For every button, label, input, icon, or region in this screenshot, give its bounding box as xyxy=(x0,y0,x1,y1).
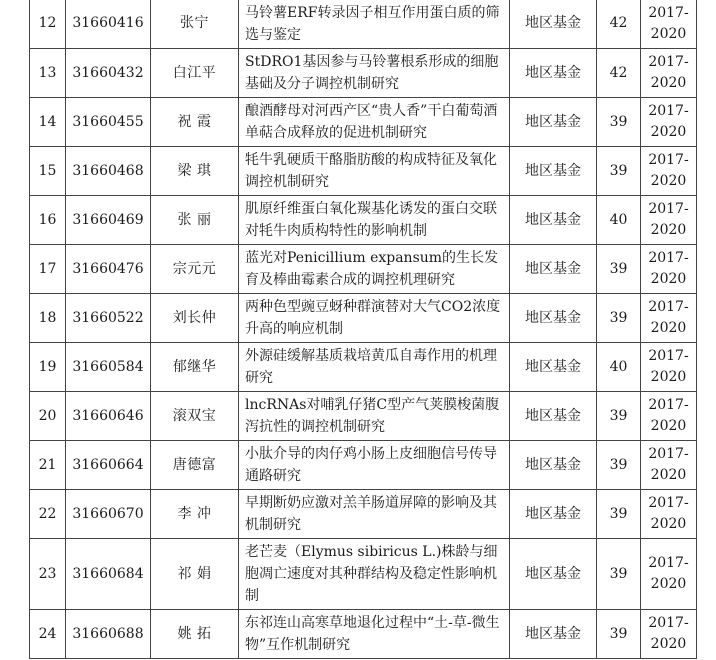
project-code: 31660476 xyxy=(66,245,151,294)
project-title: 蓝光对Penicillium expansum的生长发育及棒曲霉素合成的调控机理研究 xyxy=(239,245,510,294)
funding-amount: 40 xyxy=(597,196,641,245)
project-title: 东祁连山高寒草地退化过程中“土-草-微生物”互作机制研究 xyxy=(239,610,510,659)
table-row xyxy=(30,147,697,196)
project-title: StDRO1基因参与马铃薯根系形成的细胞基础及分子调控机制研究 xyxy=(239,49,510,98)
grant-table-body xyxy=(30,0,697,659)
row-number: 13 xyxy=(30,49,66,98)
project-period: 2017-2020 xyxy=(641,49,697,98)
project-code: 31660468 xyxy=(66,147,151,196)
project-code: 31660688 xyxy=(66,610,151,659)
project-period: 2017-2020 xyxy=(641,610,697,659)
table-row xyxy=(30,441,697,490)
funding-type: 地区基金 xyxy=(510,98,597,147)
project-title: 酿酒酵母对河西产区“贵人香”干白葡萄酒单萜合成释放的促进机制研究 xyxy=(239,98,510,147)
funding-amount: 39 xyxy=(597,539,641,610)
project-code: 31660664 xyxy=(66,441,151,490)
table-row xyxy=(30,49,697,98)
table-row xyxy=(30,539,697,610)
funding-amount: 39 xyxy=(597,294,641,343)
project-period: 2017-2020 xyxy=(641,147,697,196)
row-number: 17 xyxy=(30,245,66,294)
principal-investigator: 宗元元 xyxy=(151,245,239,294)
row-number: 21 xyxy=(30,441,66,490)
project-period: 2017-2020 xyxy=(641,392,697,441)
project-title: 马铃薯ERF转录因子相互作用蛋白质的筛选与鉴定 xyxy=(239,0,510,49)
project-title: 早期断奶应激对羔羊肠道屏障的影响及其机制研究 xyxy=(239,490,510,539)
project-title: 小肽介导的肉仔鸡小肠上皮细胞信号传导通路研究 xyxy=(239,441,510,490)
funding-amount: 42 xyxy=(597,0,641,49)
funding-type: 地区基金 xyxy=(510,147,597,196)
table-row xyxy=(30,245,697,294)
funding-type: 地区基金 xyxy=(510,490,597,539)
principal-investigator: 白江平 xyxy=(151,49,239,98)
funding-amount: 39 xyxy=(597,245,641,294)
project-title: lncRNAs对哺乳仔猪C型产气荚膜梭菌腹泻抗性的调控机制研究 xyxy=(239,392,510,441)
project-code: 31660584 xyxy=(66,343,151,392)
row-number: 14 xyxy=(30,98,66,147)
funding-amount: 39 xyxy=(597,610,641,659)
table-row xyxy=(30,98,697,147)
funding-type: 地区基金 xyxy=(510,441,597,490)
project-period: 2017-2020 xyxy=(641,441,697,490)
project-title: 牦牛乳硬质干酪脂肪酸的构成特征及氧化调控机制研究 xyxy=(239,147,510,196)
funding-type: 地区基金 xyxy=(510,610,597,659)
principal-investigator: 唐德富 xyxy=(151,441,239,490)
principal-investigator: 刘长仲 xyxy=(151,294,239,343)
funding-amount: 39 xyxy=(597,392,641,441)
project-title: 外源硅缓解基质栽培黄瓜自毒作用的机理研究 xyxy=(239,343,510,392)
principal-investigator: 滚双宝 xyxy=(151,392,239,441)
row-number: 19 xyxy=(30,343,66,392)
row-number: 16 xyxy=(30,196,66,245)
project-code: 31660432 xyxy=(66,49,151,98)
project-code: 31660455 xyxy=(66,98,151,147)
table-row xyxy=(30,196,697,245)
funding-amount: 40 xyxy=(597,343,641,392)
grant-table xyxy=(29,0,697,659)
row-number: 24 xyxy=(30,610,66,659)
funding-type: 地区基金 xyxy=(510,539,597,610)
project-period: 2017-2020 xyxy=(641,343,697,392)
table-row xyxy=(30,343,697,392)
funding-amount: 39 xyxy=(597,490,641,539)
project-code: 31660646 xyxy=(66,392,151,441)
table-row xyxy=(30,294,697,343)
principal-investigator: 姚 拓 xyxy=(151,610,239,659)
project-code: 31660684 xyxy=(66,539,151,610)
row-number: 12 xyxy=(30,0,66,49)
funding-type: 地区基金 xyxy=(510,0,597,49)
table-row xyxy=(30,490,697,539)
principal-investigator: 祁 娟 xyxy=(151,539,239,610)
project-period: 2017-2020 xyxy=(641,0,697,49)
project-period: 2017-2020 xyxy=(641,98,697,147)
row-number: 15 xyxy=(30,147,66,196)
principal-investigator: 祝 霞 xyxy=(151,98,239,147)
project-title: 老芒麦（Elymus sibiricus L.)株龄与细胞凋亡速度对其种群结构及稳定性影响机制 xyxy=(239,539,510,610)
project-period: 2017-2020 xyxy=(641,245,697,294)
funding-type: 地区基金 xyxy=(510,343,597,392)
project-period: 2017-2020 xyxy=(641,294,697,343)
project-code: 31660469 xyxy=(66,196,151,245)
project-title: 肌原纤维蛋白氧化羰基化诱发的蛋白交联对牦牛肉质构特性的影响机制 xyxy=(239,196,510,245)
project-code: 31660670 xyxy=(66,490,151,539)
funding-amount: 42 xyxy=(597,49,641,98)
principal-investigator: 张 丽 xyxy=(151,196,239,245)
project-title: 两种色型豌豆蚜种群演替对大气CO2浓度升高的响应机制 xyxy=(239,294,510,343)
row-number: 20 xyxy=(30,392,66,441)
row-number: 18 xyxy=(30,294,66,343)
table-row xyxy=(30,392,697,441)
project-period: 2017-2020 xyxy=(641,196,697,245)
row-number: 23 xyxy=(30,539,66,610)
funding-amount: 39 xyxy=(597,441,641,490)
project-period: 2017-2020 xyxy=(641,539,697,610)
principal-investigator: 张宁 xyxy=(151,0,239,49)
table-row xyxy=(30,610,697,659)
project-period: 2017-2020 xyxy=(641,490,697,539)
funding-type: 地区基金 xyxy=(510,294,597,343)
funding-type: 地区基金 xyxy=(510,49,597,98)
funding-type: 地区基金 xyxy=(510,196,597,245)
project-code: 31660416 xyxy=(66,0,151,49)
funding-type: 地区基金 xyxy=(510,245,597,294)
principal-investigator: 梁 琪 xyxy=(151,147,239,196)
principal-investigator: 郁继华 xyxy=(151,343,239,392)
funding-amount: 39 xyxy=(597,147,641,196)
funding-amount: 39 xyxy=(597,98,641,147)
row-number: 22 xyxy=(30,490,66,539)
principal-investigator: 李 冲 xyxy=(151,490,239,539)
funding-type: 地区基金 xyxy=(510,392,597,441)
table-row xyxy=(30,0,697,49)
project-code: 31660522 xyxy=(66,294,151,343)
